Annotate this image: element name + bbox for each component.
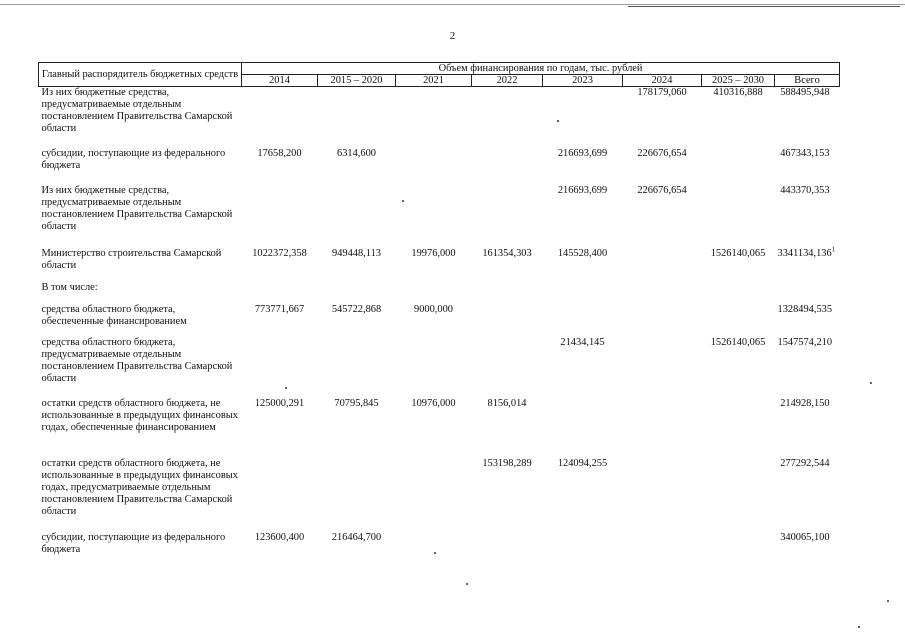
total-value: 277292,544 [780,458,830,469]
header-distributor: Главный распорядитель бюджетных средств [39,63,242,87]
value-total [775,337,840,398]
value-2021: 10976,000 [411,398,456,409]
value-total [775,245,840,282]
row-label: субсидии, поступающие из федерального бюджета [41,148,226,171]
value-2015-2020: 545722,868 [331,304,382,315]
scan-speck [466,583,468,585]
value-2025-2030 [702,532,775,560]
value-2015-2020 [318,87,396,149]
value-2024: 178179,060 [637,87,687,98]
value-2025-2030 [702,282,775,304]
value-2022: 8156,014 [487,398,527,409]
header-year-2021: 2021 [396,75,472,87]
table-row [39,282,840,304]
footnote-marker: 1 [831,245,836,254]
header-total: Всего [775,75,840,87]
value-2021: 19976,000 [411,248,456,259]
top-border-line [0,4,905,5]
total-value: 588495,948 [780,87,830,98]
value-2025-2030 [702,148,775,185]
value-total [775,458,840,532]
value-2022: 161354,303 [482,248,532,259]
header-year-2015-2020: 2015 – 2020 [318,75,396,87]
value-2014: 125000,291 [254,398,305,409]
row-label: остатки средств областного бюджета, не использованные в предыдущих финансовых годах, предусматриваемые отдельным постановлением Правительства Самарской области [41,458,238,517]
total-value: 340065,100 [780,532,830,543]
financing-table [38,62,840,560]
header-year-2024: 2024 [623,75,702,87]
total-value: 467343,153 [780,148,830,159]
scan-speck [557,120,559,122]
value-2023: 216693,699 [557,148,608,159]
scan-speck [858,626,860,628]
value-total [775,532,840,560]
value-2024 [623,282,702,304]
scan-speck [434,552,436,554]
value-2014: 123600,400 [254,532,305,543]
value-2023 [543,532,623,560]
total-value: 214928,150 [780,398,830,409]
value-2014: 1022372,358 [252,248,307,259]
value-total [775,185,840,248]
row-label: Из них бюджетные средства, предусматриваемые отдельным постановлением Правительства Самарской области [41,185,233,232]
value-2021 [396,458,472,532]
value-2024 [623,458,702,532]
value-2023: 145528,400 [557,248,608,259]
table-row [39,148,840,185]
value-2015-2020 [318,458,396,532]
row-label: средства областного бюджета, обеспеченные финансированием [41,304,187,327]
scan-speck [887,600,889,602]
table-row [39,398,840,458]
header-year-2022: 2022 [472,75,543,87]
value-2015-2020: 70795,845 [334,398,379,409]
value-2025-2030: 1526140,065 [710,248,766,259]
row-label: остатки средств областного бюджета, не использованные в предыдущих финансовых годах, обеспеченные финансированием [41,398,238,433]
header-year-2023: 2023 [543,75,623,87]
value-2022 [472,282,543,304]
total-value: 1547574,210 [777,337,833,348]
value-2021 [396,87,472,149]
value-2021 [396,185,472,248]
total-value: 1328494,535 [777,304,833,315]
table-row [39,337,840,398]
value-2022 [472,304,543,337]
table-header [39,63,840,87]
value-2023 [543,304,623,337]
page-number: 2 [449,30,456,42]
value-total [775,148,840,185]
table-row [39,532,840,560]
value-2021 [396,532,472,560]
value-2014 [242,87,318,149]
value-2022 [472,148,543,185]
value-2023: 21434,145 [560,337,605,348]
table-row [39,248,840,282]
value-2021 [396,282,472,304]
value-2014 [242,185,318,248]
value-2015-2020: 949448,113 [332,248,381,259]
value-2021 [396,148,472,185]
value-2021 [396,337,472,398]
value-2022 [472,337,543,398]
value-2014: 773771,667 [254,304,305,315]
header-year-2025-2030: 2025 – 2030 [702,75,775,87]
value-2014: 17658,200 [257,148,302,159]
value-2025-2030 [702,458,775,532]
row-label: В том числе: [41,282,98,293]
value-total [775,282,840,304]
value-2021: 9000,000 [414,304,453,315]
value-2024 [623,532,702,560]
value-2023: 124094,255 [557,458,608,469]
value-2022 [472,185,543,248]
value-2025-2030 [702,185,775,248]
row-label: Министерство строительства Самарской области [41,248,222,271]
value-2015-2020: 216464,700 [331,532,382,543]
value-2024 [623,248,702,282]
value-2023 [543,398,623,458]
value-2015-2020 [318,185,396,248]
total-value: 3341134,136 [777,248,832,259]
table-row [39,185,840,248]
value-2022 [472,87,543,149]
value-2024: 226676,654 [637,185,687,196]
value-2024 [623,398,702,458]
row-label: субсидии, поступающие из федерального бюджета [41,532,226,555]
scan-speck [285,387,287,389]
value-2015-2020 [318,337,396,398]
row-label: средства областного бюджета, предусматриваемые отдельным постановлением Правительства Самарской области [41,337,233,384]
header-funding: Объем финансирования по годам, тыс. рублей [242,63,840,75]
table-body [39,87,840,561]
table-row [39,458,840,532]
header-year-2014: 2014 [242,75,318,87]
table-row [39,87,840,149]
value-2025-2030 [702,304,775,337]
value-2025-2030: 1526140,065 [710,337,766,348]
value-2023 [543,282,623,304]
value-2014 [242,458,318,532]
value-2024 [623,337,702,398]
value-total [775,87,840,149]
value-2022: 153198,289 [482,458,532,469]
value-2022 [472,532,543,560]
value-2014 [242,337,318,398]
value-2023: 216693,699 [557,185,608,196]
total-value: 443370,353 [780,185,830,196]
value-2014 [242,282,318,304]
scan-speck [402,200,404,202]
value-2024: 226676,654 [637,148,687,159]
table-row [39,304,840,337]
value-2024 [623,304,702,337]
value-total [775,304,840,337]
scan-speck [870,382,872,384]
value-total [775,398,840,458]
value-2025-2030: 410316,888 [713,87,763,98]
value-2025-2030 [702,398,775,458]
value-2015-2020: 6314,600 [337,148,376,159]
value-2023 [543,87,623,149]
value-2015-2020 [318,282,396,304]
row-label: Из них бюджетные средства, предусматриваемые отдельным постановлением Правительства Самарской области [41,87,233,134]
top-border-line-right [628,6,900,7]
